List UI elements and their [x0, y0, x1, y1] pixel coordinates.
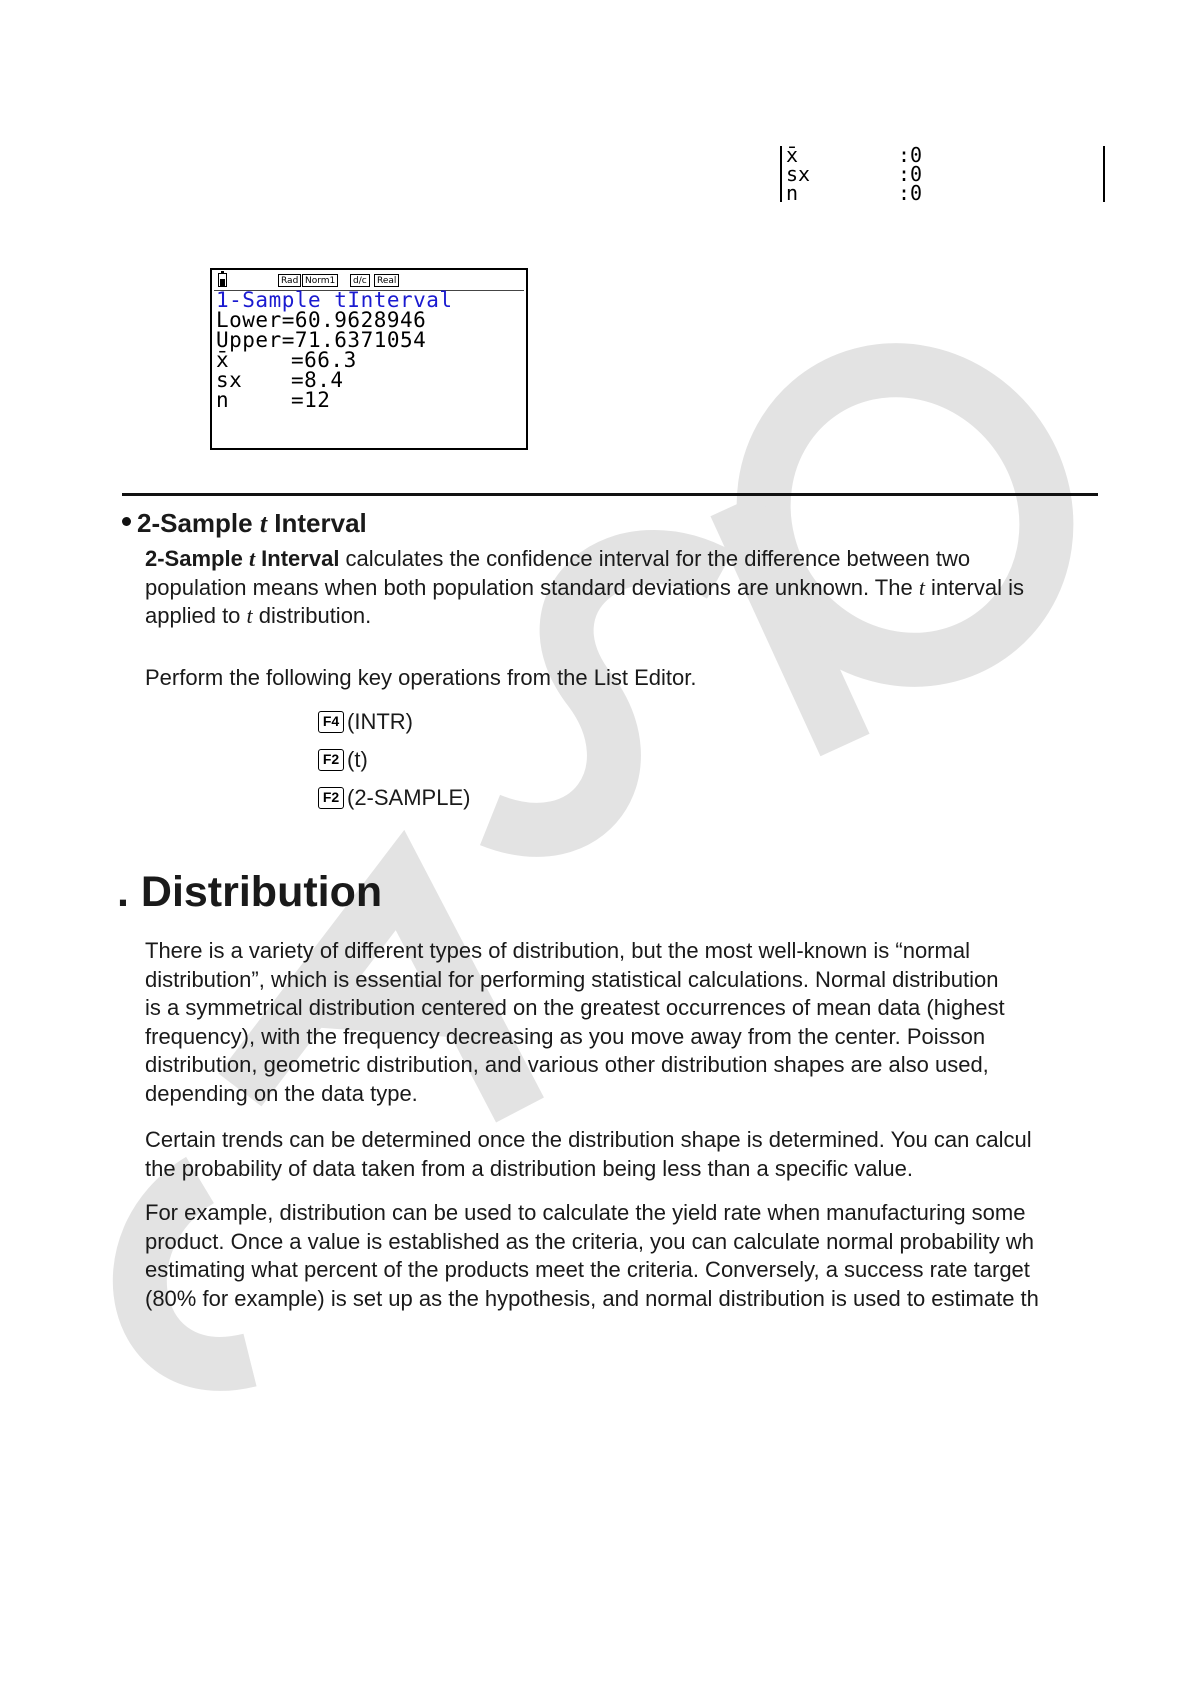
distribution-paragraph-1: [145, 937, 1105, 1108]
screen-value: =12: [291, 388, 331, 412]
screen-value: =71.6371054: [281, 328, 427, 352]
section-description: [145, 545, 1105, 631]
fragment-label: x̄: [786, 143, 799, 167]
paragraph-line: is a symmetrical distribution centered on the greatest occurrences of mean data (highest: [145, 995, 1005, 1020]
paragraph-line: [145, 602, 1105, 631]
fragment-left-border: [780, 146, 782, 202]
distribution-paragraph-2: [145, 1126, 1105, 1183]
distribution-heading: . Distribution: [117, 868, 383, 916]
paragraph-line: distribution”, which is essential for performing statistical calculations. Normal distribution: [145, 966, 999, 992]
screen-line-n: [216, 390, 330, 410]
paragraph-line: depending on the data type.: [145, 1080, 418, 1106]
text: distribution.: [252, 603, 372, 628]
screen-label: x̄: [216, 348, 230, 372]
screen-label: n: [216, 388, 230, 412]
key-ops-intro: Perform the following key operations from the List Editor.: [145, 665, 697, 690]
paragraph-line: [145, 545, 1105, 574]
bold-term: Interval: [255, 546, 340, 571]
screen-line-sx: [216, 370, 344, 390]
distribution-paragraph-3: [145, 1199, 1105, 1313]
key-step: [318, 741, 470, 779]
text: population means when both population standard deviations are unknown. The: [145, 574, 919, 600]
f2-key-icon: F2: [318, 749, 344, 771]
paragraph-line: [145, 574, 1105, 603]
paragraph-line: the probability of data taken from a distribution being less than a specific value.: [145, 1155, 914, 1181]
calculator-screen: [210, 268, 528, 450]
fragment-value: :0: [898, 162, 923, 186]
key-label: (t): [347, 747, 368, 772]
key-step: [318, 703, 470, 741]
real-badge: Real: [374, 274, 399, 287]
paragraph-line: distribution, geometric distribution, and various other distribution shapes are also used,: [145, 1052, 989, 1077]
section-heading: [122, 506, 367, 541]
screen-label: sx: [216, 368, 243, 392]
heading-text: Interval: [267, 508, 367, 538]
bold-term-t: t: [248, 546, 256, 571]
screen-value: =60.9628946: [281, 308, 427, 332]
italic-t: t: [246, 603, 253, 628]
fragment-value: :0: [898, 143, 923, 167]
fragment-right-border: [1103, 146, 1105, 202]
paragraph-line: product. Once a value is established as the criteria, you can calculate normal probability wh: [145, 1228, 1035, 1254]
screen-value: =8.4: [291, 368, 344, 392]
bullet-icon: [122, 517, 131, 526]
screen-line-lower: [216, 310, 426, 330]
dc-badge: d/c: [350, 274, 370, 287]
key-label: (2-SAMPLE): [347, 785, 471, 810]
section-divider: [122, 493, 1098, 496]
paragraph-line: (80% for example) is set up as the hypothesis, and normal distribution is used to estimate th: [145, 1285, 1039, 1311]
key-step: [318, 779, 470, 817]
heading-text: 2-Sample: [137, 508, 260, 538]
calculator-input-fragment: [780, 143, 1105, 205]
screen-label: Upper: [216, 328, 282, 352]
fragment-label: n: [786, 181, 799, 205]
key-sequence: [318, 703, 470, 817]
screen-value: =66.3: [291, 348, 357, 372]
screen-line-mean: [216, 350, 357, 370]
paragraph-line: There is a variety of different types of distribution, but the most well-known is “normal: [145, 938, 970, 963]
rad-badge: Rad: [278, 274, 301, 287]
screen-title: 1-Sample tInterval: [216, 288, 453, 312]
fragment-row-n: [786, 181, 923, 205]
bold-term: 2-Sample: [145, 546, 249, 571]
paragraph-line: For example, distribution can be used to calculate the yield rate when manufacturing some: [145, 1200, 1026, 1225]
text: interval is: [924, 574, 1024, 600]
key-label: (INTR): [347, 709, 413, 734]
text: calculates the confidence interval for the difference between two: [339, 546, 971, 571]
screen-line-upper: [216, 330, 426, 350]
battery-icon: [218, 273, 227, 287]
norm-badge: Norm1: [302, 274, 338, 287]
paragraph-line: frequency), with the frequency decreasing as you move away from the center. Poisson: [145, 1023, 986, 1049]
paragraph-line: estimating what percent of the products meet the criteria. Conversely, a success rate target: [145, 1257, 1030, 1282]
f4-key-icon: F4: [318, 711, 344, 733]
italic-t: t: [918, 574, 925, 600]
text: applied to: [145, 603, 247, 628]
watermark-letter-o: [707, 315, 1103, 716]
paragraph-line: Certain trends can be determined once the distribution shape is determined. You can calcul: [145, 1127, 1032, 1152]
heading-t: t: [259, 509, 268, 538]
fragment-value: :0: [898, 181, 923, 205]
f2-key-icon: F2: [318, 787, 344, 809]
screen-label: Lower: [216, 308, 282, 332]
fragment-label: sx: [786, 162, 811, 186]
